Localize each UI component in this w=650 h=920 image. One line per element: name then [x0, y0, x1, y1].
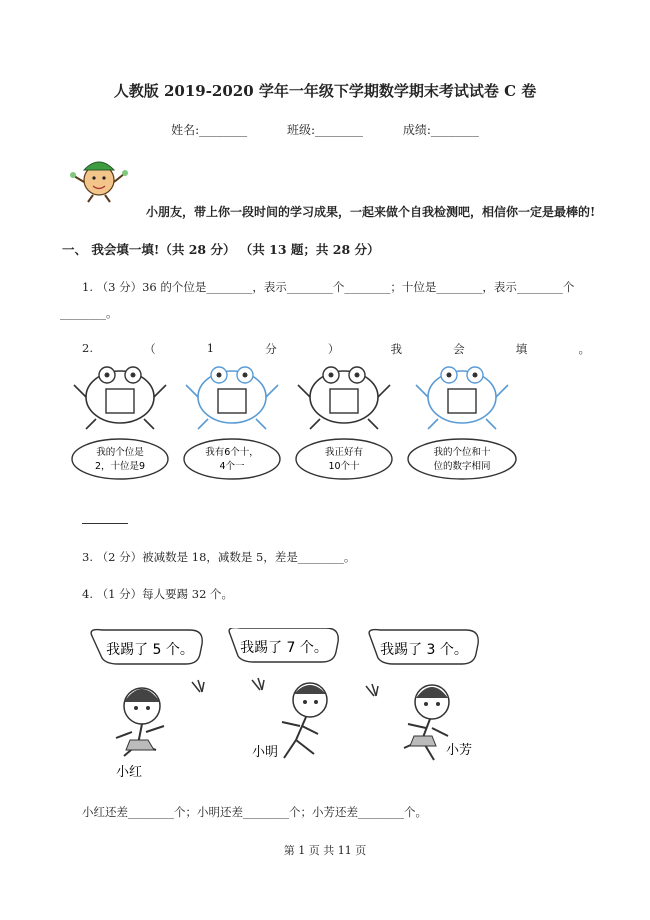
q2-part: 。	[578, 342, 590, 356]
question-1: 1. （3 分）36 的个位是________，表示________个________；十位是________，表示________个	[82, 280, 575, 294]
frog-3-text-line2: 10个十	[328, 461, 360, 472]
page-footer: 第 1 页 共 11 页	[283, 844, 367, 857]
q2-part: 会	[453, 342, 465, 356]
question-4: 4. （1 分）每人要踢 32 个。	[82, 587, 234, 601]
frog-2-text-line2: 4个一	[219, 461, 245, 472]
frog-4-text-line2: 位的数字相同	[433, 461, 491, 472]
frog-2-text-line1: 我有6个十，	[205, 447, 259, 458]
frog-1-text-line1: 我的个位是	[96, 447, 144, 458]
q2-part: ）	[327, 342, 340, 356]
kid-2-bubble: 我踢了 7 个。	[240, 640, 328, 656]
frog-1-text-line2: 2，十位是9	[94, 461, 146, 472]
q2-part: （	[144, 342, 156, 356]
name-field: 姓名:________	[171, 123, 248, 137]
kid-3-name: 小芳	[446, 743, 473, 758]
q2-part: 2.	[82, 341, 93, 355]
greeting-text: 小朋友，带上你一段时间的学习成果，一起来做个自我检测吧，相信你一定是最棒的!	[146, 205, 596, 219]
mascot-illustration	[68, 152, 130, 204]
frog-3-text-line1: 我正好有	[324, 447, 364, 458]
kid-3-bubble: 我踢了 3 个。	[380, 642, 468, 658]
frog-3	[296, 367, 392, 479]
frog-4-text-line1: 我的个位和十	[433, 447, 491, 458]
frog-2	[184, 367, 280, 479]
frogs-illustration	[70, 363, 530, 483]
q2-part: 分	[265, 342, 277, 356]
q2-part: 填	[515, 342, 528, 356]
kid-1	[91, 630, 204, 780]
class-field: 班级:________	[286, 123, 364, 137]
q2-part: 1	[206, 341, 215, 355]
q2-part: 我	[390, 342, 403, 356]
section-heading: 一、 我会填一填!（共 28 分） （共 13 题；共 28 分）	[62, 242, 380, 257]
frog-4	[408, 367, 516, 479]
student-info	[0, 121, 650, 138]
kid-3	[366, 630, 478, 760]
page-title: 人教版 2019-2020 学年一年级下学期数学期末考试试卷 C 卷	[113, 82, 537, 100]
kid-1-name: 小红	[116, 765, 143, 780]
question-4-answer: 小红还差________个；小明还差________个；小芳还差________个。	[82, 805, 427, 819]
kid-1-bubble: 我踢了 5 个。	[106, 642, 194, 658]
question-2	[82, 341, 590, 357]
kids-illustration	[72, 628, 492, 780]
q2-answer-blank	[82, 523, 128, 524]
kid-2-name: 小明	[252, 745, 279, 760]
question-3: 3. （2 分）被减数是 18，减数是 5，差是________。	[82, 550, 356, 564]
frog-1	[72, 367, 168, 479]
score-field: 成绩:________	[402, 123, 479, 137]
kid-2	[229, 628, 338, 760]
question-1-continued: ________。	[60, 306, 118, 320]
